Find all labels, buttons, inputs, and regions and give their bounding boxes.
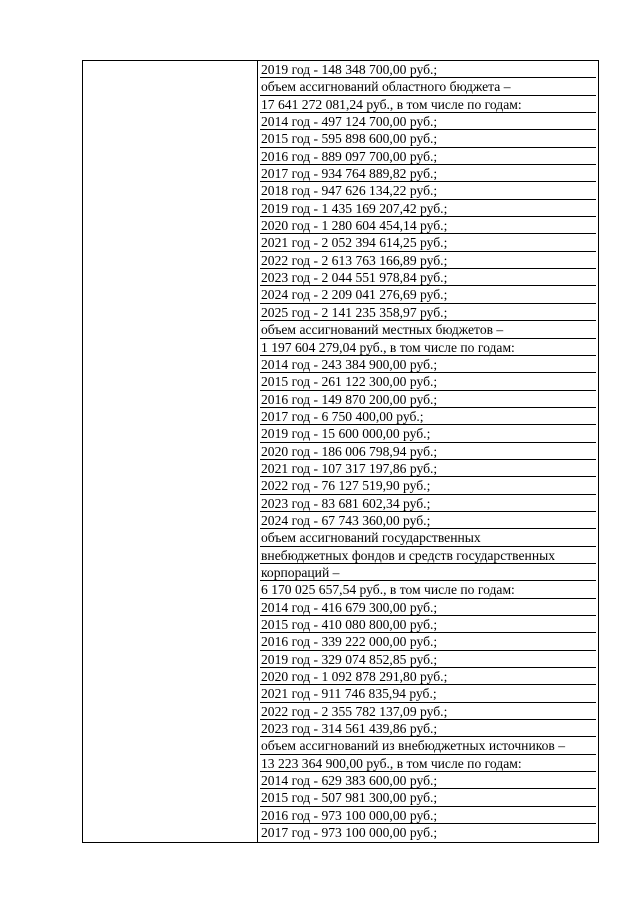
- funding-line: объем ассигнований местных бюджетов –: [260, 321, 596, 338]
- funding-line: 2019 год - 329 074 852,85 руб.;: [260, 651, 596, 668]
- funding-line: корпораций –: [260, 564, 596, 581]
- funding-line: 2015 год - 507 981 300,00 руб.;: [260, 789, 596, 806]
- funding-line: 2023 год - 2 044 551 978,84 руб.;: [260, 269, 596, 286]
- funding-line: 6 170 025 657,54 руб., в том числе по годам:: [260, 581, 596, 598]
- funding-line: 2022 год - 2 355 782 137,09 руб.;: [260, 703, 596, 720]
- funding-line: 2024 год - 2 209 041 276,69 руб.;: [260, 286, 596, 303]
- funding-line: объем ассигнований областного бюджета –: [260, 78, 596, 95]
- funding-line: 2019 год - 1 435 169 207,42 руб.;: [260, 200, 596, 217]
- funding-line: 2017 год - 934 764 889,82 руб.;: [260, 165, 596, 182]
- funding-line: 2015 год - 261 122 300,00 руб.;: [260, 373, 596, 390]
- funding-line: 13 223 364 900,00 руб., в том числе по годам:: [260, 755, 596, 772]
- funding-line: 2019 год - 15 600 000,00 руб.;: [260, 425, 596, 442]
- funding-line: 2025 год - 2 141 235 358,97 руб.;: [260, 304, 596, 321]
- table-left-cell: [83, 61, 258, 842]
- funding-line: 2016 год - 149 870 200,00 руб.;: [260, 391, 596, 408]
- funding-line: 2023 год - 314 561 439,86 руб.;: [260, 720, 596, 737]
- funding-line: 2017 год - 6 750 400,00 руб.;: [260, 408, 596, 425]
- funding-table: [82, 60, 599, 843]
- funding-line: внебюджетных фондов и средств государственных: [260, 547, 596, 564]
- funding-line: объем ассигнований государственных: [260, 529, 596, 546]
- funding-line: 2018 год - 947 626 134,22 руб.;: [260, 182, 596, 199]
- funding-line: 2014 год - 629 383 600,00 руб.;: [260, 772, 596, 789]
- funding-line: 2015 год - 595 898 600,00 руб.;: [260, 130, 596, 147]
- funding-line: 2021 год - 2 052 394 614,25 руб.;: [260, 234, 596, 251]
- funding-line: объем ассигнований из внебюджетных источников –: [260, 737, 596, 754]
- funding-line: 2014 год - 497 124 700,00 руб.;: [260, 113, 596, 130]
- funding-line: 2021 год - 911 746 835,94 руб.;: [260, 685, 596, 702]
- funding-line: 2015 год - 410 080 800,00 руб.;: [260, 616, 596, 633]
- funding-line: 2021 год - 107 317 197,86 руб.;: [260, 460, 596, 477]
- funding-line: 2022 год - 76 127 519,90 руб.;: [260, 477, 596, 494]
- funding-line: 2019 год - 148 348 700,00 руб.;: [260, 61, 596, 78]
- funding-line: 2016 год - 339 222 000,00 руб.;: [260, 633, 596, 650]
- funding-line: 2022 год - 2 613 763 166,89 руб.;: [260, 252, 596, 269]
- funding-line: 2020 год - 1 280 604 454,14 руб.;: [260, 217, 596, 234]
- funding-line: 2016 год - 973 100 000,00 руб.;: [260, 807, 596, 824]
- funding-line: 2023 год - 83 681 602,34 руб.;: [260, 495, 596, 512]
- funding-line: 2017 год - 973 100 000,00 руб.;: [261, 825, 438, 841]
- funding-line: 2016 год - 889 097 700,00 руб.;: [260, 148, 596, 165]
- funding-line: 2020 год - 186 006 798,94 руб.;: [260, 443, 596, 460]
- funding-line: 2024 год - 67 743 360,00 руб.;: [260, 512, 596, 529]
- funding-line: 2014 год - 416 679 300,00 руб.;: [260, 599, 596, 616]
- funding-line: 2014 год - 243 384 900,00 руб.;: [260, 356, 596, 373]
- funding-line: 1 197 604 279,04 руб., в том числе по годам:: [260, 339, 596, 356]
- funding-line: 17 641 272 081,24 руб., в том числе по годам:: [260, 96, 596, 113]
- funding-line: 2020 год - 1 092 878 291,80 руб.;: [260, 668, 596, 685]
- table-right-cell: [258, 61, 598, 842]
